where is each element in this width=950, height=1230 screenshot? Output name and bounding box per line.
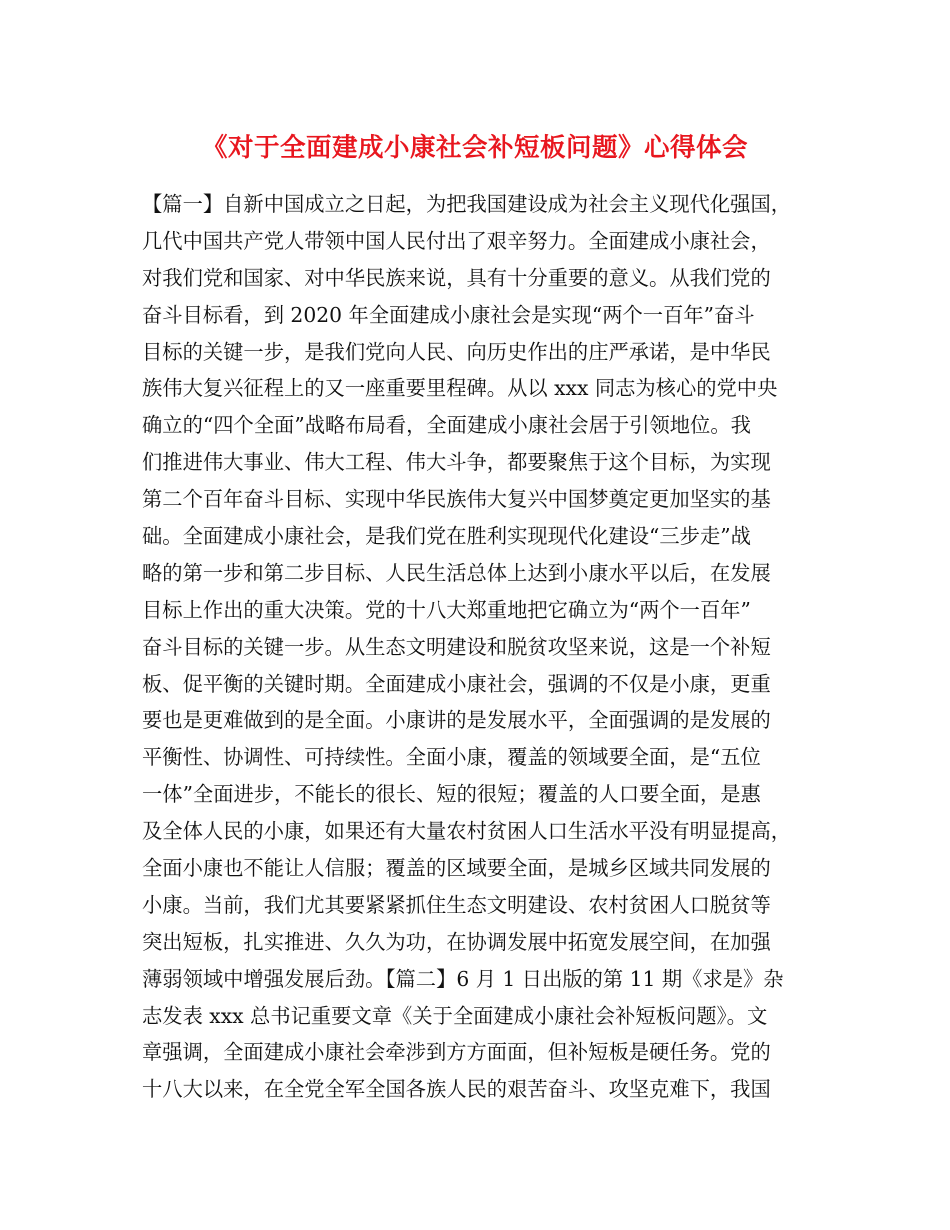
body-line: 突出短板，扎实推进、久久为功，在协调发展中拓宽发展空间，在加强 — [142, 929, 771, 954]
body-line: 们推进伟大事业、伟大工程、伟大斗争，都要聚焦于这个目标，为实现 — [142, 450, 771, 475]
document-title: 《对于全面建成小康社会补短板问题》心得体会 — [201, 133, 748, 163]
body-line: 确立的“四个全面”战略布局看，全面建成小康社会居于引领地位。我 — [142, 413, 751, 438]
body-line: 略的第一步和第二步目标、人民生活总体上达到小康水平以后，在发展 — [142, 560, 771, 585]
body-line: 全面小康也不能让人信服；覆盖的区域要全面，是城乡区域共同发展的 — [142, 856, 771, 881]
body-line: 第二个百年奋斗目标、实现中华民族伟大复兴中国梦奠定更加坚实的基 — [142, 487, 771, 512]
body-line: 小康。当前，我们尤其要紧紧抓住生态文明建设、农村贫困人口脱贫等 — [142, 892, 771, 917]
body-line: 板、促平衡的关键时期。全面建成小康社会，强调的不仅是小康，更重 — [142, 671, 771, 696]
body-line: 及全体人民的小康，如果还有大量农村贫困人口生活水平没有明显提高， — [142, 819, 792, 844]
body-line: 奋斗目标看，到 2020 年全面建成小康社会是实现“两个一百年”奋斗 — [142, 302, 755, 327]
body-line: 对我们党和国家、对中华民族来说，具有十分重要的意义。从我们党的 — [142, 265, 771, 290]
body-line: 平衡性、协调性、可持续性。全面小康，覆盖的领域要全面，是“五位 — [142, 745, 761, 770]
body-line: 目标的关键一步，是我们党向人民、向历史作出的庄严承诺，是中华民 — [142, 339, 771, 364]
body-line: 础。全面建成小康社会，是我们党在胜利实现现代化建设“三步走”战 — [142, 524, 751, 549]
body-line: 【篇一】自新中国成立之日起，为把我国建设成为社会主义现代化强国， — [142, 192, 792, 216]
body-line: 目标上作出的重大决策。党的十八大郑重地把它确立为“两个一百年” — [142, 597, 751, 622]
body-line: 一体”全面进步，不能长的很长、短的很短；覆盖的人口要全面，是惠 — [142, 782, 761, 807]
body-line: 几代中国共产党人带领中国人民付出了艰辛努力。全面建成小康社会， — [142, 228, 771, 253]
body-line: 十八大以来，在全党全军全国各族人民的艰苦奋斗、攻坚克难下，我国 — [142, 1077, 771, 1102]
body-line: 章强调，全面建成小康社会牵涉到方方面面，但补短板是硬任务。党的 — [142, 1040, 771, 1065]
body-line: 薄弱领域中增强发展后劲。【篇二】6 月 1 日出版的第 11 期《求是》杂 — [142, 966, 784, 991]
body-line: 族伟大复兴征程上的又一座重要里程碑。从以 xxx 同志为核心的党中央 — [142, 376, 778, 401]
document-body — [142, 186, 822, 1108]
body-line: 志发表 xxx 总书记重要文章《关于全面建成小康社会补短板问题》。文 — [142, 1003, 768, 1028]
body-line: 要也是更难做到的是全面。小康讲的是发展水平，全面强调的是发展的 — [142, 708, 771, 733]
body-line: 奋斗目标的关键一步。从生态文明建设和脱贫攻坚来说，这是一个补短 — [142, 634, 771, 659]
